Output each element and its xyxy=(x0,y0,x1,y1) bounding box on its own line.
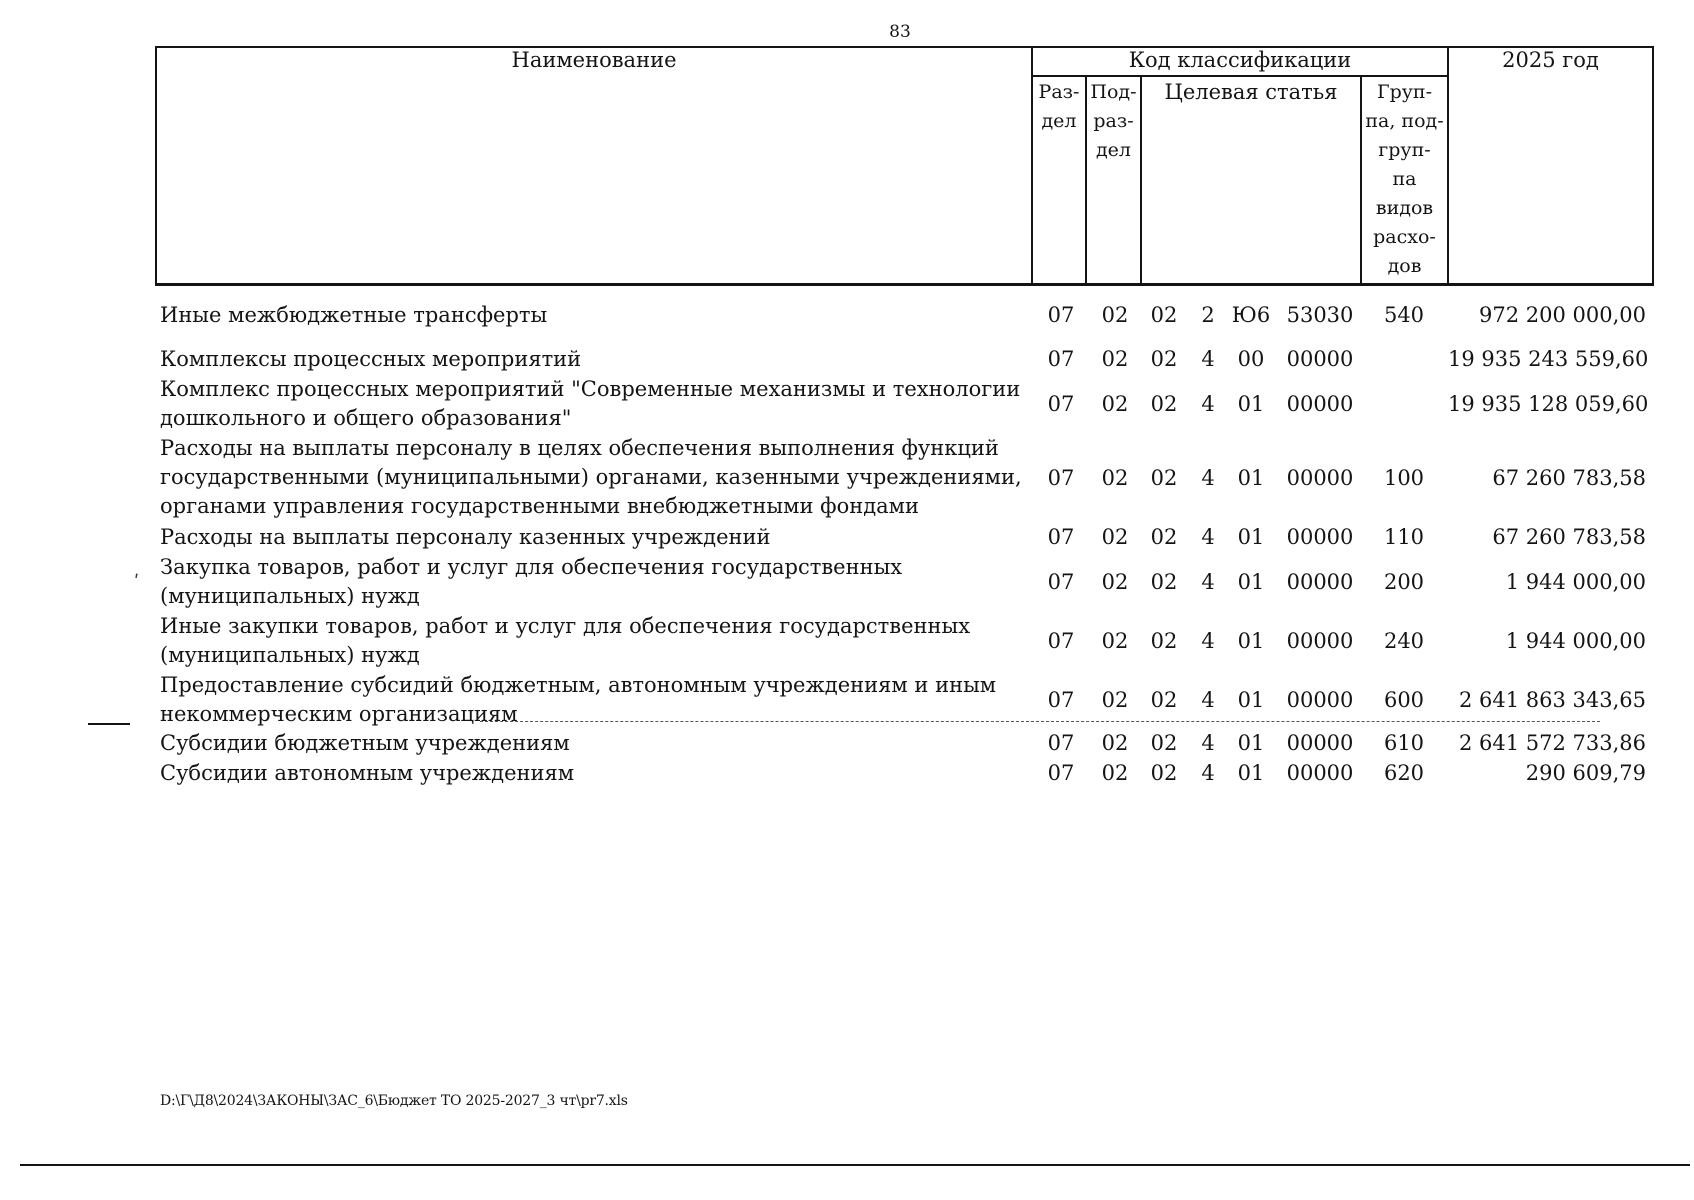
header-code-group: Код классификации xyxy=(1128,48,1352,72)
row-program: 02 xyxy=(1150,347,1178,371)
row-name: Расходы на выплаты персоналу в целях обеспечения выполнения функций государственными (муниципальными) органами, казенными учреждениями, органами управления государственными внебюджетными фондами xyxy=(160,436,1022,518)
row-expense-type: 620 xyxy=(1383,761,1425,785)
page-number: 83 xyxy=(889,22,911,42)
row-program: 02 xyxy=(1150,466,1178,490)
row-subprogram: 4 xyxy=(1201,761,1215,785)
row-main-event: 01 xyxy=(1237,629,1265,653)
row-subprogram: 4 xyxy=(1201,525,1215,549)
header-divider xyxy=(1447,46,1449,286)
row-podrazdel: 02 xyxy=(1101,392,1129,416)
row-program: 02 xyxy=(1150,392,1178,416)
row-name: Расходы на выплаты персоналу казенных учреждений xyxy=(160,525,771,549)
row-podrazdel: 02 xyxy=(1101,303,1129,327)
row-main-event: Ю6 xyxy=(1231,303,1271,327)
row-razdel: 07 xyxy=(1047,303,1075,327)
header-podrazdel: Под- раз- дел xyxy=(1090,81,1137,161)
row-main-event: 01 xyxy=(1237,688,1265,712)
row-subprogram: 4 xyxy=(1201,466,1215,490)
row-podrazdel: 02 xyxy=(1101,570,1129,594)
row-podrazdel: 02 xyxy=(1101,629,1129,653)
row-sum: 2 641 572 733,86 xyxy=(1458,731,1646,755)
file-path: D:\Г\Д8\2024\ЗАКОНЫ\ЗАС_6\Бюджет ТО 2025-2027_3 чт\pr7.xls xyxy=(160,1093,628,1109)
row-expense-type: 110 xyxy=(1383,525,1425,549)
row-expense-type: 540 xyxy=(1383,303,1425,327)
row-main-event: 01 xyxy=(1237,466,1265,490)
row-podrazdel: 02 xyxy=(1101,688,1129,712)
row-direction: 00000 xyxy=(1286,392,1354,416)
row-sum: 972 200 000,00 xyxy=(1479,303,1646,327)
page-bottom-rule xyxy=(20,1164,1690,1166)
row-name: Иные закупки товаров, работ и услуг для обеспечения государственных (муниципальных) нужд xyxy=(160,614,971,667)
scan-mark: ʹ xyxy=(134,572,140,593)
header-divider xyxy=(1031,75,1449,77)
row-sum: 2 641 863 343,65 xyxy=(1458,688,1646,712)
row-podrazdel: 02 xyxy=(1101,731,1129,755)
row-name: Иные межбюджетные трансферты xyxy=(160,303,548,327)
row-main-event: 01 xyxy=(1237,570,1265,594)
row-program: 02 xyxy=(1150,761,1178,785)
row-direction: 00000 xyxy=(1286,347,1354,371)
header-year: 2025 год xyxy=(1502,48,1599,72)
row-direction: 00000 xyxy=(1286,731,1354,755)
row-podrazdel: 02 xyxy=(1101,761,1129,785)
header-divider xyxy=(1140,76,1142,286)
row-direction: 00000 xyxy=(1286,761,1354,785)
row-program: 02 xyxy=(1150,303,1178,327)
row-razdel: 07 xyxy=(1047,761,1075,785)
row-name: Комплексы процессных мероприятий xyxy=(160,347,582,371)
row-main-event: 01 xyxy=(1237,392,1265,416)
row-expense-type: 600 xyxy=(1383,688,1425,712)
scan-line xyxy=(88,723,130,725)
row-sum: 290 609,79 xyxy=(1525,761,1646,785)
row-podrazdel: 02 xyxy=(1101,525,1129,549)
row-program: 02 xyxy=(1150,731,1178,755)
row-direction: 00000 xyxy=(1286,629,1354,653)
row-podrazdel: 02 xyxy=(1101,347,1129,371)
row-program: 02 xyxy=(1150,525,1178,549)
row-name: Закупка товаров, работ и услуг для обеспечения государственных (муниципальных) нужд xyxy=(160,555,903,608)
row-sum: 1 944 000,00 xyxy=(1505,570,1646,594)
row-program: 02 xyxy=(1150,570,1178,594)
row-name: Предоставление субсидий бюджетным, автономным учреждениям и иным некоммерческим организациям xyxy=(160,673,997,726)
row-podrazdel: 02 xyxy=(1101,466,1129,490)
row-subprogram: 4 xyxy=(1201,347,1215,371)
row-sum: 67 260 783,58 xyxy=(1492,525,1646,549)
row-subprogram: 4 xyxy=(1201,392,1215,416)
header-target-article: Целевая статья xyxy=(1164,80,1338,104)
row-main-event: 01 xyxy=(1237,525,1265,549)
row-razdel: 07 xyxy=(1047,629,1075,653)
row-direction: 00000 xyxy=(1286,466,1354,490)
row-direction: 00000 xyxy=(1286,688,1354,712)
row-direction: 00000 xyxy=(1286,525,1354,549)
row-name: Комплекс процессных мероприятий "Современные механизмы и технологии дошкольного и общего образования" xyxy=(160,377,1021,430)
row-main-event: 00 xyxy=(1237,347,1265,371)
row-razdel: 07 xyxy=(1047,466,1075,490)
row-direction: 00000 xyxy=(1286,570,1354,594)
row-subprogram: 4 xyxy=(1201,731,1215,755)
row-name: Субсидии бюджетным учреждениям xyxy=(160,731,570,755)
header-name: Наименование xyxy=(511,48,677,72)
header-razdel: Раз- дел xyxy=(1038,81,1080,132)
scan-line xyxy=(480,721,1600,722)
row-subprogram: 4 xyxy=(1201,688,1215,712)
row-expense-type: 200 xyxy=(1383,570,1425,594)
row-name: Субсидии автономным учреждениям xyxy=(160,761,575,785)
row-sum: 19 935 243 559,60 xyxy=(1448,347,1649,371)
row-razdel: 07 xyxy=(1047,570,1075,594)
row-razdel: 07 xyxy=(1047,347,1075,371)
row-razdel: 07 xyxy=(1047,688,1075,712)
row-expense-type: 610 xyxy=(1383,731,1425,755)
row-direction: 53030 xyxy=(1286,303,1354,327)
row-expense-type: 100 xyxy=(1383,466,1425,490)
row-main-event: 01 xyxy=(1237,761,1265,785)
header-vr-group: Груп- па, под- груп- па видов расхо- дов xyxy=(1365,81,1444,277)
row-subprogram: 2 xyxy=(1201,303,1215,327)
row-program: 02 xyxy=(1150,688,1178,712)
row-sum: 1 944 000,00 xyxy=(1505,629,1646,653)
row-sum: 67 260 783,58 xyxy=(1492,466,1646,490)
row-razdel: 07 xyxy=(1047,525,1075,549)
row-main-event: 01 xyxy=(1237,731,1265,755)
row-subprogram: 4 xyxy=(1201,570,1215,594)
row-subprogram: 4 xyxy=(1201,629,1215,653)
row-expense-type: 240 xyxy=(1383,629,1425,653)
row-program: 02 xyxy=(1150,629,1178,653)
row-sum: 19 935 128 059,60 xyxy=(1448,392,1649,416)
row-razdel: 07 xyxy=(1047,392,1075,416)
row-razdel: 07 xyxy=(1047,731,1075,755)
